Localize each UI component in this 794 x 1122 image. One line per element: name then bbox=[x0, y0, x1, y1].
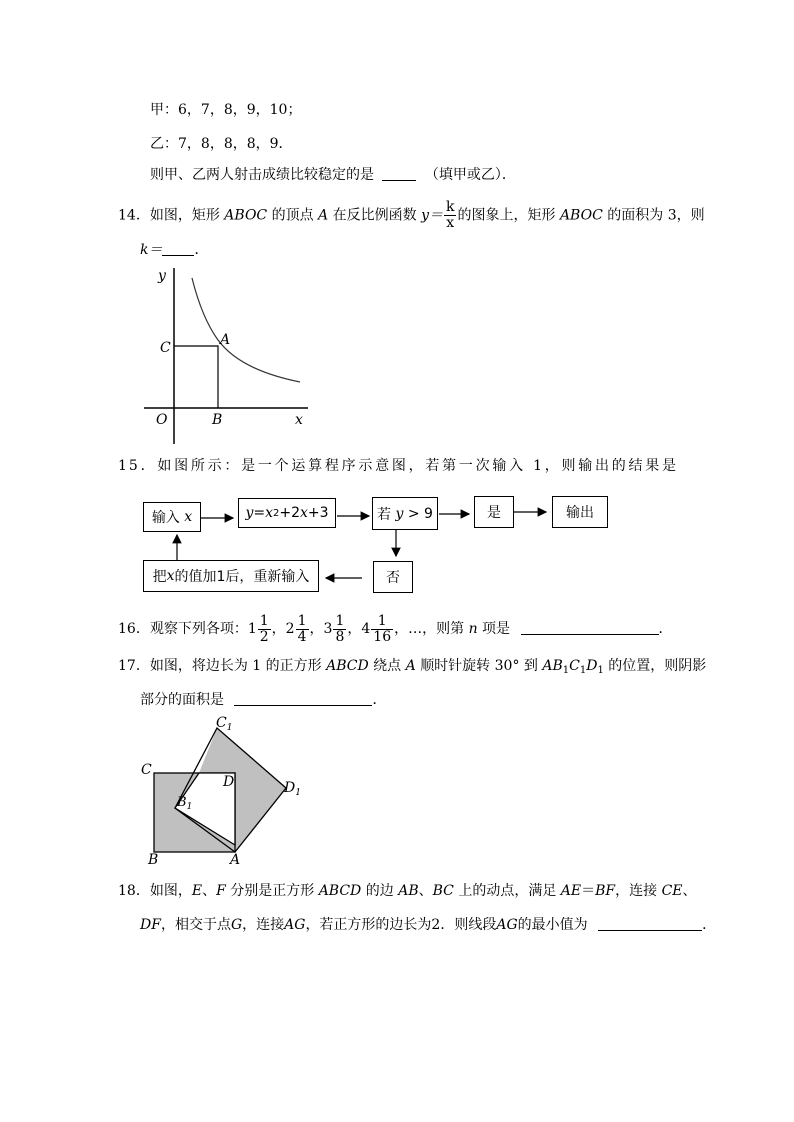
q14-label-x: x bbox=[295, 412, 303, 428]
q13-answer-blank[interactable] bbox=[382, 166, 416, 181]
q18-c1: 、 bbox=[202, 883, 217, 899]
q14-number: 14． bbox=[118, 207, 150, 224]
q17-line2: 部分的面积是 bbox=[140, 692, 224, 708]
q18-text-line2 bbox=[140, 915, 716, 935]
q15-box-yes: 是 bbox=[474, 496, 514, 528]
q15-loop-var: x bbox=[166, 568, 175, 584]
q14-rect2: ABOC bbox=[559, 207, 603, 224]
q14-mid1: 的顶点 bbox=[271, 207, 314, 224]
q17-label-a: A bbox=[230, 852, 241, 865]
q15-formula-eq: = bbox=[253, 505, 266, 521]
q14-k-eq: k＝ bbox=[140, 242, 163, 258]
q18-f: F bbox=[216, 883, 226, 899]
q18-ae: AE bbox=[560, 883, 582, 899]
q16-term-den: 8 bbox=[335, 628, 345, 645]
q14-frac-den: x bbox=[446, 215, 455, 231]
q16-pre: 观察下列各项： bbox=[149, 621, 248, 637]
q18-mid: 分别是正方形 bbox=[230, 883, 315, 899]
q18-ce: CE bbox=[661, 883, 683, 899]
q16-term-whole: 4 bbox=[361, 621, 371, 637]
q17-label-b1: $B_1$ bbox=[177, 795, 193, 812]
q18-mid3: 上的动点，满足 bbox=[458, 883, 557, 899]
q17-number: 17． bbox=[118, 658, 150, 674]
q16-term-whole: 1 bbox=[247, 621, 257, 637]
q15-cond-post: > 9 bbox=[407, 505, 433, 522]
q17-sq2-ab: AB bbox=[542, 658, 563, 674]
q14-frac-num: k bbox=[446, 199, 455, 215]
q14-text-line2 bbox=[140, 240, 208, 260]
q15-box-condition bbox=[372, 497, 438, 530]
q17-mid: 绕点 bbox=[373, 658, 402, 674]
q18-line2a: ，相交于点 bbox=[160, 917, 231, 933]
q17-sq2-sub2: 1 bbox=[579, 665, 587, 676]
q17-mid2: 顺时针旋转 30° 到 bbox=[420, 658, 538, 674]
q18-df: DF bbox=[140, 917, 161, 933]
q15-box-input-label: 输入 bbox=[151, 510, 180, 526]
q15-box-input-var: x bbox=[184, 509, 193, 525]
q18-eq: ＝ bbox=[581, 883, 596, 899]
q15-formula-x2: x bbox=[300, 505, 308, 521]
q17-label-b: B bbox=[148, 852, 159, 865]
q14-answer-blank[interactable] bbox=[162, 241, 194, 256]
q16-term-fraction bbox=[258, 614, 271, 645]
q15-box-output: 输出 bbox=[552, 496, 608, 528]
q18-mid4: ，连接 bbox=[615, 883, 658, 899]
q16-text bbox=[118, 612, 673, 646]
q18-ab: AB bbox=[398, 883, 419, 899]
q15-formula-rest: +2 bbox=[279, 505, 301, 521]
q15-loop-pre: 把 bbox=[152, 569, 167, 585]
q14-rectangle bbox=[174, 346, 218, 408]
q18-pre: 如图， bbox=[149, 883, 192, 899]
q14-mid3: 的图象上，矩形 bbox=[457, 207, 556, 224]
q15-loop-post: 的值加1后，重新输入 bbox=[174, 569, 310, 585]
q14-fraction bbox=[444, 200, 456, 231]
q14-figure bbox=[130, 258, 320, 450]
q18-c2: 、 bbox=[418, 883, 433, 899]
q17-label-c: C bbox=[141, 762, 152, 778]
q16-term-whole: 2 bbox=[285, 621, 295, 637]
q18-bf: BF bbox=[595, 883, 616, 899]
q14-label-b: B bbox=[212, 412, 223, 428]
q16-sep: ， bbox=[347, 621, 362, 637]
q16-term-num: 1 bbox=[335, 612, 345, 629]
q16-post: ，…，则第 bbox=[394, 621, 465, 637]
q14-pre: 如图，矩形 bbox=[149, 207, 220, 224]
q18-text-line1 bbox=[118, 881, 697, 901]
q16-term-num: 1 bbox=[259, 612, 269, 629]
q17-post: 的位置，则阴影 bbox=[608, 658, 707, 674]
q16-term-num: 1 bbox=[371, 614, 393, 630]
q17-text-line2 bbox=[140, 690, 386, 710]
q17-label-c1: $C_1$ bbox=[216, 715, 233, 733]
q15-text bbox=[118, 456, 678, 476]
q18-ag2: AG bbox=[496, 917, 518, 933]
q18-mid2: 的边 bbox=[365, 883, 394, 899]
q17-label-d: D bbox=[223, 774, 235, 790]
q15-cond-pre: 若 bbox=[377, 506, 392, 523]
q16-post2: 项是 bbox=[482, 621, 511, 637]
q18-answer-blank[interactable] bbox=[598, 916, 702, 931]
q16-end: ． bbox=[658, 621, 673, 637]
q17-pre: 如图，将边长为 1 的正方形 bbox=[149, 658, 322, 674]
q16-answer-blank[interactable] bbox=[521, 620, 659, 635]
q17-figure bbox=[138, 715, 318, 865]
q17-label-d1: $D_1$ bbox=[284, 780, 301, 798]
q15-box-no: 否 bbox=[373, 561, 413, 593]
q18-g: G bbox=[230, 917, 243, 933]
q13-question-post: （填甲或乙）． bbox=[424, 167, 516, 183]
q14-end: ． bbox=[194, 242, 209, 258]
q15-formula-y: y bbox=[245, 505, 254, 521]
q17-answer-blank[interactable] bbox=[234, 691, 372, 706]
q18-line2d: 的最小值为 bbox=[517, 917, 588, 933]
q16-term-whole: 3 bbox=[323, 621, 333, 637]
q14-rect: ABOC bbox=[224, 207, 268, 224]
q15-formula-sup: 2 bbox=[273, 507, 280, 519]
q14-hyperbola bbox=[192, 278, 300, 382]
q18-end: ． bbox=[702, 917, 717, 933]
q14-label-c: C bbox=[160, 340, 171, 356]
q16-term-den: 4 bbox=[297, 628, 307, 645]
q18-bc: BC bbox=[432, 883, 454, 899]
q16-number: 16． bbox=[118, 621, 150, 637]
q15-box-input bbox=[143, 502, 201, 532]
q16-term-den: 2 bbox=[259, 628, 269, 645]
q17-end: ． bbox=[372, 692, 387, 708]
q14-point-a: A bbox=[318, 207, 329, 224]
q16-term-den: 16 bbox=[373, 628, 392, 645]
q18-square: ABCD bbox=[318, 883, 362, 899]
q17-text-line1 bbox=[118, 656, 706, 681]
q14-y-eq: y＝ bbox=[421, 207, 443, 224]
q17-square: ABCD bbox=[326, 658, 369, 674]
q15-formula-x1: x bbox=[265, 505, 273, 521]
q18-line2c: ，若正方形的边长为2．则线段 bbox=[305, 917, 497, 933]
q16-term-num: 1 bbox=[297, 612, 307, 629]
q18-c3: 、 bbox=[682, 883, 697, 899]
q14-label-y: y bbox=[158, 268, 166, 284]
q17-point-a: A bbox=[405, 658, 416, 674]
q15-question: 如图所示：是一个运算程序示意图，若第一次输入 1，则输出的结果是 bbox=[157, 458, 678, 474]
q15-box-loop bbox=[143, 560, 319, 592]
q18-ag: AG bbox=[284, 917, 306, 933]
q14-mid2: 在反比例函数 bbox=[332, 207, 417, 224]
q16-term-fraction bbox=[296, 614, 309, 645]
q18-number: 18． bbox=[118, 883, 150, 899]
q13-question-pre: 则甲、乙两人射击成绩比较稳定的是 bbox=[150, 167, 374, 183]
q16-sep: ， bbox=[271, 621, 286, 637]
q15-formula-end: +3 bbox=[307, 505, 329, 521]
q13-yi-line: 乙：7，8，8，8，9． bbox=[150, 136, 293, 152]
q14-label-o: O bbox=[156, 412, 168, 428]
q15-number: 15． bbox=[118, 458, 158, 474]
q13-jia-line: 甲：6，7，8，9，10； bbox=[150, 102, 302, 118]
q17-sq2-d: D bbox=[586, 658, 598, 674]
q14-post: 的面积为 3，则 bbox=[607, 207, 705, 224]
q17-sq2-sub3: 1 bbox=[597, 665, 604, 676]
q15-cond-var: y bbox=[395, 505, 404, 522]
q16-term-fraction bbox=[333, 614, 346, 645]
q16-sep: ， bbox=[309, 621, 324, 637]
q16-n: n bbox=[468, 621, 478, 637]
q18-line2b: ，连接 bbox=[242, 917, 285, 933]
q15-box-formula bbox=[238, 498, 336, 528]
q18-e: E bbox=[191, 883, 203, 899]
q16-term-fraction bbox=[371, 614, 393, 645]
q17-sq2-sub1: 1 bbox=[562, 665, 570, 676]
q17-sq2-c: C bbox=[569, 658, 580, 674]
q14-text-line1 bbox=[118, 200, 705, 231]
q13-question bbox=[150, 165, 516, 185]
q14-label-a: A bbox=[220, 332, 231, 348]
